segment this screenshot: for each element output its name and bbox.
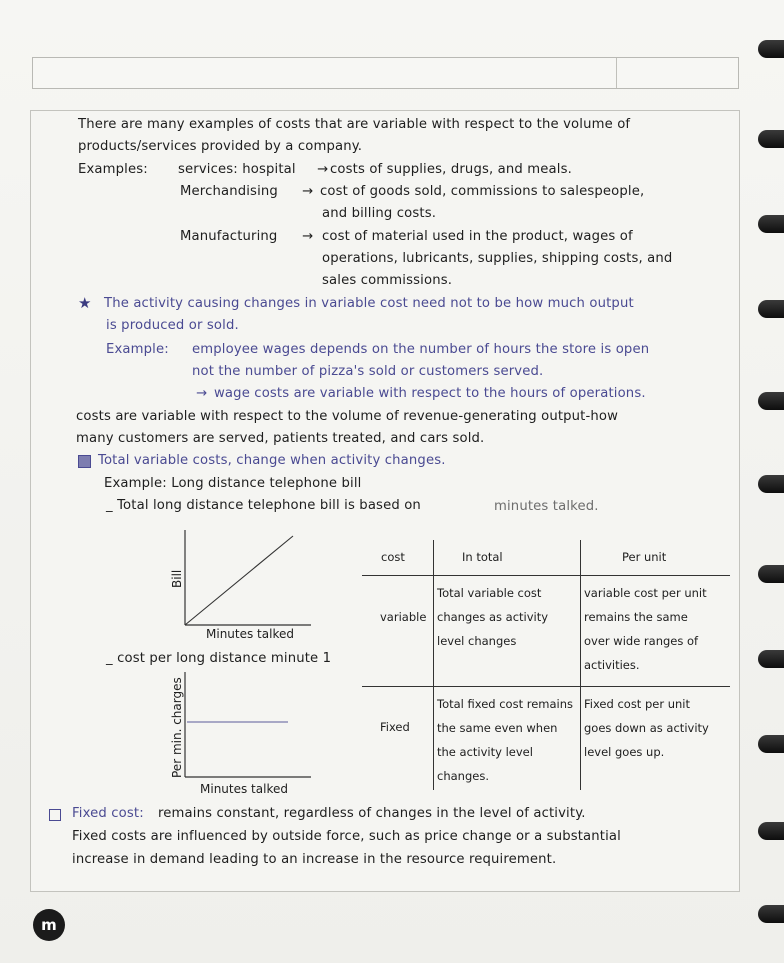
- manuf-text: operations, lubricants, supplies, shipping costs, and: [322, 251, 673, 266]
- table-header: In total: [462, 550, 503, 564]
- table-vline: [580, 540, 581, 790]
- star-icon: ★: [78, 294, 92, 312]
- table-cell: remains the same: [584, 610, 688, 624]
- table-cell: level goes up.: [584, 745, 665, 759]
- binder-ring: [758, 822, 784, 840]
- binder-ring: [758, 215, 784, 233]
- header-divider: [616, 58, 617, 88]
- example-line: employee wages depends on the number of hours the store is open: [192, 342, 650, 357]
- services-text: costs of supplies, drugs, and meals.: [330, 162, 572, 177]
- chart2-ylabel: Per min. charges: [170, 677, 184, 778]
- binder-ring: [758, 40, 784, 58]
- table-cell: over wide ranges of: [584, 634, 699, 648]
- examples-label: Examples:: [78, 162, 148, 177]
- brand-logo: [33, 909, 65, 941]
- table-cell: Total variable cost: [437, 586, 542, 600]
- bullet-tail: minutes talked.: [494, 499, 599, 514]
- fixed-cost-text: remains constant, regardless of changes in the level of activity.: [158, 806, 586, 821]
- binder-ring: [758, 475, 784, 493]
- table-vline: [433, 540, 434, 790]
- table-cell: Total fixed cost remains: [437, 697, 574, 711]
- manuf-label: Manufacturing: [180, 229, 278, 244]
- revenue-line: many customers are served, patients treated, and cars sold.: [76, 431, 485, 446]
- example-line: Example: Long distance telephone bill: [104, 476, 362, 491]
- table-cell: Fixed cost per unit: [584, 697, 691, 711]
- square-bullet-icon: [78, 455, 91, 468]
- logo-glyph: m: [41, 916, 57, 934]
- table-hline: [362, 575, 730, 576]
- fixed-cost-label: Fixed cost:: [72, 806, 144, 821]
- revenue-line: costs are variable with respect to the volume of revenue-generating output-how: [76, 409, 619, 424]
- table-cell: goes down as activity: [584, 721, 709, 735]
- header-box: [32, 57, 739, 89]
- binder-ring: [758, 905, 784, 923]
- binder-ring: [758, 300, 784, 318]
- fixed-cost-line: increase in demand leading to an increase in the resource requirement.: [72, 852, 557, 867]
- fixed-cost-line: Fixed costs are influenced by outside force, such as price change or a substantial: [72, 829, 621, 844]
- table-cell: changes.: [437, 769, 489, 783]
- arrow-icon: →: [302, 229, 314, 244]
- example-line: wage costs are variable with respect to the hours of operations.: [214, 386, 646, 401]
- merch-text: cost of goods sold, commissions to salespeople,: [320, 184, 645, 199]
- activity-line: The activity causing changes in variable cost need not to be how much output: [104, 296, 634, 311]
- manuf-text: sales commissions.: [322, 273, 453, 288]
- merch-text: and billing costs.: [322, 206, 437, 221]
- example-label: Example:: [106, 342, 169, 357]
- table-cell: level changes: [437, 634, 517, 648]
- table-cell: changes as activity: [437, 610, 549, 624]
- table-header: Per unit: [622, 550, 667, 564]
- table-cell: the activity level: [437, 745, 533, 759]
- arrow-icon: →: [317, 162, 329, 177]
- chart2-xlabel: Minutes talked: [200, 782, 288, 796]
- bullet-line: _ cost per long distance minute 1: [106, 651, 332, 666]
- arrow-icon: →: [196, 386, 208, 401]
- table-cell: the same even when: [437, 721, 558, 735]
- example-line: not the number of pizza's sold or customers served.: [192, 364, 544, 379]
- binder-ring: [758, 565, 784, 583]
- table-row-label: variable: [380, 610, 427, 624]
- binder-ring: [758, 650, 784, 668]
- activity-line: is produced or sold.: [106, 318, 239, 333]
- bill-line: [185, 536, 293, 625]
- bill-chart: [183, 530, 313, 630]
- binder-ring: [758, 735, 784, 753]
- binder-ring: [758, 130, 784, 148]
- intro-line: products/services provided by a company.: [78, 139, 363, 154]
- table-hline: [362, 686, 730, 687]
- table-header: cost: [381, 550, 405, 564]
- per-minute-chart: [183, 672, 313, 782]
- arrow-icon: →: [302, 184, 314, 199]
- bullet-line: _ Total long distance telephone bill is based on: [106, 498, 421, 513]
- binder-ring: [758, 392, 784, 410]
- chart1-ylabel: Bill: [170, 569, 184, 588]
- total-variable-heading: Total variable costs, change when activity changes.: [98, 453, 446, 468]
- table-cell: variable cost per unit: [584, 586, 707, 600]
- intro-line: There are many examples of costs that are variable with respect to the volume of: [78, 117, 631, 132]
- table-row-label: Fixed: [380, 720, 410, 734]
- services-label: services: hospital: [178, 162, 296, 177]
- checkbox-icon: [49, 809, 61, 821]
- table-cell: activities.: [584, 658, 640, 672]
- chart1-xlabel: Minutes talked: [206, 627, 294, 641]
- merch-label: Merchandising: [180, 184, 278, 199]
- manuf-text: cost of material used in the product, wages of: [322, 229, 633, 244]
